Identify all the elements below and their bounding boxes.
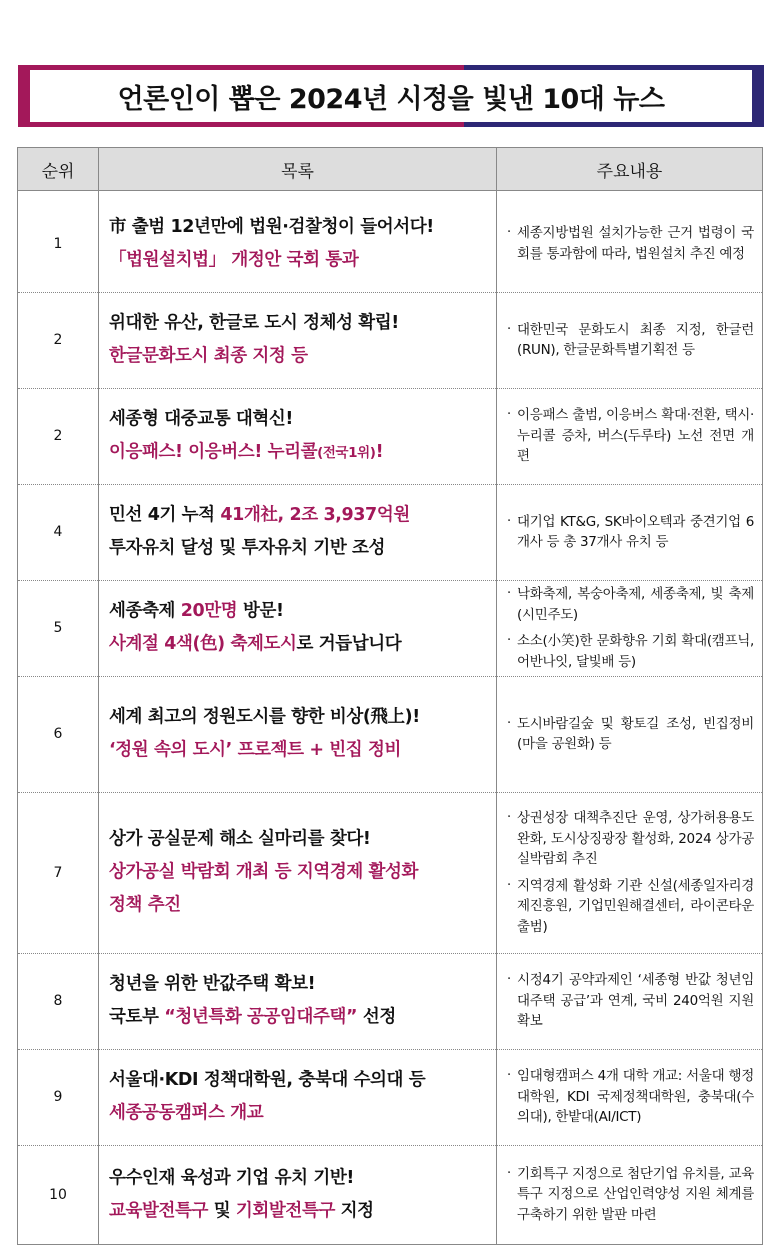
description-text: 대한민국 문화도시 최종 지정, 한글런(RUN), 한글문화특별기획전 등: [517, 321, 754, 358]
title-segment: 상가 공실문제 해소 실마리를 찾다!: [109, 829, 371, 849]
description-text: 이응패스 출범, 이응버스 확대·전환, 택시·누리콜 증차, 버스(두루타) 노선 전면 개편: [517, 407, 754, 465]
title-segment: 상가공실 박람회 개최 등 지역경제 활성화: [109, 862, 419, 882]
news-title-cell: [99, 580, 497, 676]
description-text: 도시바람길숲 및 황토길 조성, 빈집정비(마을 공원화) 등: [517, 715, 754, 752]
news-table: [17, 147, 763, 1245]
title-segment: 41개社, 2조 3,937억원: [220, 505, 410, 525]
title-segment: 사계절 4색(色) 축제도시: [109, 634, 297, 654]
title-line3: [109, 889, 490, 922]
description-cell: [497, 484, 763, 580]
description-cell: [497, 1145, 763, 1244]
title-segment: !: [375, 441, 384, 462]
rank-cell: 2: [18, 388, 99, 484]
title-segment: 세종축제: [109, 601, 181, 621]
description-cell: [497, 388, 763, 484]
description-text: 상권성장 대책추진단 운영, 상가허용용도 완화, 도시상징광장 활성화, 2024 상가공실박람회 추진: [517, 810, 754, 867]
title-segment: 이응패스! 이응버스! 누리콜: [109, 441, 318, 462]
title-segment: 선정: [357, 1007, 396, 1027]
title-line1: [109, 701, 490, 734]
description-cell: [497, 1049, 763, 1145]
description-bullet: [507, 512, 754, 553]
title-segment: 우수인재 육성과 기업 유치 기반!: [109, 1167, 354, 1188]
description-bullet: [507, 584, 754, 625]
title-segment: 및: [208, 1200, 236, 1221]
news-title-cell: [99, 1049, 497, 1145]
bullet-dot-icon: ·: [507, 972, 511, 988]
description-cell: [497, 792, 763, 953]
title-line2: [109, 436, 490, 470]
title-segment: 국토부: [109, 1007, 165, 1027]
bullet-dot-icon: ·: [507, 407, 511, 423]
title-segment: 市 출범 12년만에 법원·검찰청이 들어서다!: [109, 216, 434, 237]
description-bullet: [507, 1066, 754, 1128]
table-row: [18, 1145, 763, 1244]
title-segment: 민선 4기 누적: [109, 505, 221, 525]
bullet-dot-icon: ·: [507, 1068, 511, 1084]
rank-cell: 4: [18, 484, 99, 580]
title-line2: [109, 856, 490, 889]
title-segment: 세종형 대중교통 대혁신!: [109, 408, 294, 429]
title-line2: [109, 1195, 490, 1228]
title-line1: [109, 595, 490, 628]
table-row: [18, 1049, 763, 1145]
bullet-dot-icon: ·: [507, 586, 511, 601]
description-bullet: [507, 808, 754, 870]
table-row: [18, 792, 763, 953]
bullet-dot-icon: ·: [507, 321, 511, 337]
table-row: [18, 484, 763, 580]
description-text: 기회특구 지정으로 첨단기업 유치를, 교육특구 지정으로 산업인력양성 지원 체계를 구축하기 위한 발판 마련: [517, 1165, 754, 1223]
title-segment: 위대한 유산, 한글로 도시 정체성 확립!: [109, 313, 399, 333]
news-title-cell: [99, 953, 497, 1049]
bullet-dot-icon: ·: [507, 877, 511, 893]
description-bullet: [507, 1164, 754, 1226]
rank-cell: 8: [18, 953, 99, 1049]
title-line1: [109, 211, 490, 244]
news-title-cell: [99, 676, 497, 792]
description-bullet: [507, 405, 754, 467]
description-cell: [497, 580, 763, 676]
description-text: 지역경제 활성화 기관 신설(세종일자리경제진흥원, 기업민원해결센터, 라이콘타운 출범): [517, 877, 754, 935]
table-row: [18, 292, 763, 388]
bullet-dot-icon: ·: [507, 513, 511, 529]
title-segment: 지정: [334, 1200, 374, 1221]
bullet-dot-icon: ·: [507, 1165, 511, 1181]
description-cell: [497, 676, 763, 792]
title-segment: 세종공동캠퍼스 개교: [109, 1103, 264, 1123]
rank-cell: 1: [18, 196, 99, 292]
table-header-row: [18, 148, 763, 191]
rank-cell: 10: [18, 1145, 99, 1244]
title-line2: [109, 532, 490, 565]
bullet-dot-icon: ·: [507, 810, 511, 825]
description-text: 시정4기 공약과제인 ‘세종형 반값 청년임대주택 공급’과 연계, 국비 240억원 지원 확보: [517, 972, 754, 1030]
title-line2: [109, 1097, 490, 1130]
news-title-cell: [99, 388, 497, 484]
description-bullet: [507, 223, 754, 264]
description-bullet: [507, 631, 754, 672]
title-segment: 「법원설치법」 개정안 국회 통과: [109, 249, 359, 270]
table-row: [18, 953, 763, 1049]
news-title-cell: [99, 792, 497, 953]
title-line1: [109, 403, 490, 436]
title-segment: 기회발전특구: [235, 1200, 335, 1221]
description-bullet: [507, 320, 754, 361]
title-segment: 교육발전특구: [109, 1200, 209, 1221]
page-title: 언론인이 뽑은 2024년 시정을 빛낸 10대 뉴스: [117, 83, 665, 115]
description-text: 대기업 KT&G, SK바이오텍과 중견기업 6개사 등 총 37개사 유치 등: [517, 513, 754, 550]
title-line1: [109, 968, 490, 1001]
news-title-cell: [99, 484, 497, 580]
description-cell: [497, 953, 763, 1049]
title-segment: 정책 추진: [109, 895, 181, 915]
title-segment: 서울대·KDI 정책대학원, 충북대 수의대 등: [109, 1070, 426, 1090]
header-list: 목록: [99, 148, 497, 191]
title-line2: [109, 244, 490, 277]
title-segment: 투자유치 달성 및 투자유치 기반 조성: [109, 538, 386, 558]
title-segment: “청년특화 공공임대주택”: [164, 1007, 358, 1027]
title-line2: [109, 340, 490, 373]
title-segment: (전국1위): [317, 444, 376, 461]
title-accent-bottom: [464, 122, 764, 127]
header-content: 주요내용: [497, 148, 763, 191]
table-row: [18, 580, 763, 676]
title-line1: [109, 307, 490, 340]
rank-cell: 2: [18, 292, 99, 388]
rank-cell: 9: [18, 1049, 99, 1145]
title-line2: [109, 734, 490, 767]
table-row: [18, 388, 763, 484]
description-text: 낙화축제, 복숭아축제, 세종축제, 빛 축제(시민주도): [517, 586, 754, 623]
title-box: [18, 65, 764, 127]
title-segment: ‘정원 속의 도시’ 프로젝트 + 빈집 정비: [109, 740, 401, 760]
description-text: 세종지방법원 설치가능한 근거 법령이 국회를 통과함에 따라, 법원설치 추진 예정: [517, 225, 754, 262]
description-cell: [497, 196, 763, 292]
title-line2: [109, 628, 490, 661]
title-line1: [109, 823, 490, 856]
news-title-cell: [99, 292, 497, 388]
title-line1: [109, 1162, 490, 1195]
news-title-cell: [99, 1145, 497, 1244]
news-title-cell: [99, 196, 497, 292]
bullet-dot-icon: ·: [507, 715, 511, 731]
title-segment: 한글문화도시 최종 지정 등: [109, 346, 308, 366]
description-text: 임대형캠퍼스 4개 대학 개교: 서울대 행정대학원, KDI 국제정책대학원, 충북대(수의대), 한밭대(AI/ICT): [517, 1068, 754, 1126]
description-bullet: [507, 970, 754, 1032]
table-row: [18, 676, 763, 792]
table-row: [18, 196, 763, 292]
title-segment: 세계 최고의 정원도시를 향한 비상(飛上)!: [109, 707, 420, 727]
rank-cell: 6: [18, 676, 99, 792]
title-line2: [109, 1001, 490, 1034]
description-bullet: [507, 876, 754, 938]
bullet-dot-icon: ·: [507, 633, 511, 648]
title-segment: 청년을 위한 반값주택 확보!: [109, 974, 316, 994]
description-cell: [497, 292, 763, 388]
header-rank: 순위: [18, 148, 99, 191]
bullet-dot-icon: ·: [507, 225, 511, 241]
rank-cell: 5: [18, 580, 99, 676]
title-segment: 방문!: [237, 601, 284, 621]
rank-cell: 7: [18, 792, 99, 953]
title-accent-top: [464, 65, 764, 70]
description-bullet: [507, 714, 754, 755]
title-line1: [109, 1064, 490, 1097]
title-segment: 로 거듭납니다: [296, 634, 402, 654]
description-text: 소소(小笑)한 문화향유 기회 확대(캠프닉, 어반나잇, 달빛배 등): [517, 633, 754, 670]
title-line1: [109, 499, 490, 532]
title-segment: 20만명: [180, 601, 238, 621]
